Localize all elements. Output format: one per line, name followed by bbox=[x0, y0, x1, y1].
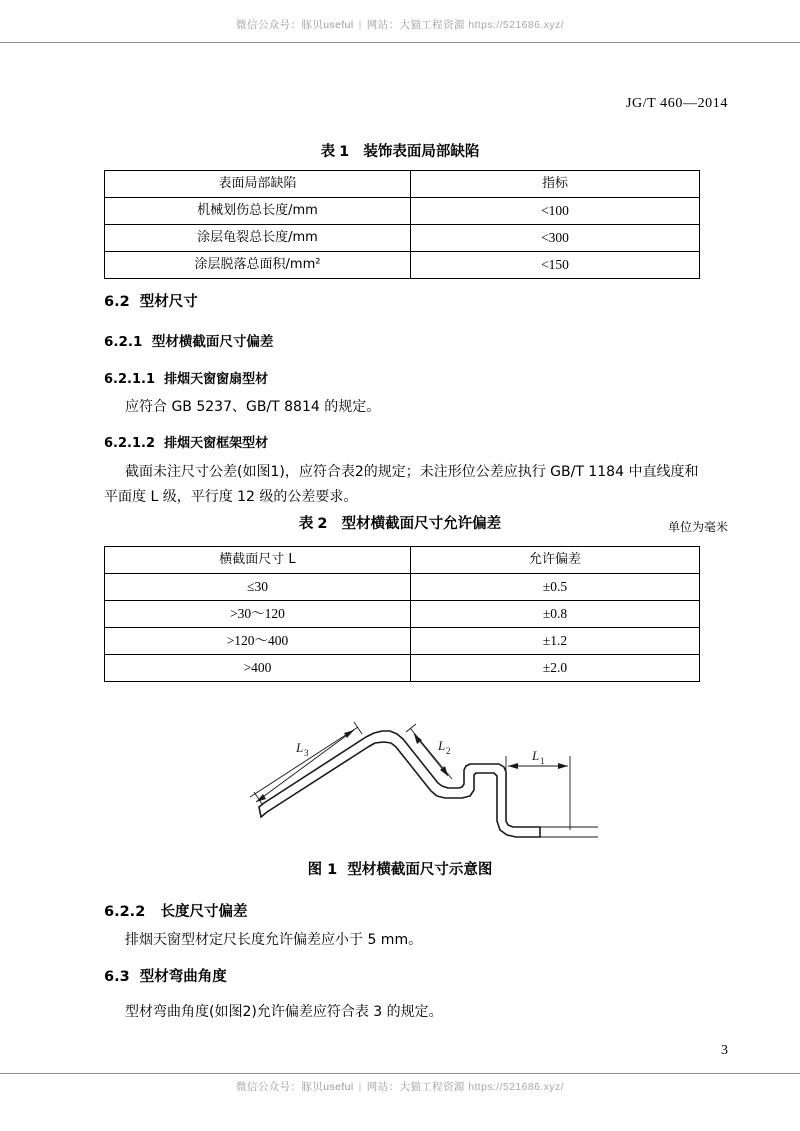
table2-unit-note: 单位为毫米 bbox=[667, 520, 728, 534]
section-6-2-number: 6.2 bbox=[104, 294, 130, 310]
watermark-account: 豚贝useful bbox=[301, 19, 354, 31]
svg-text:2: 2 bbox=[446, 746, 451, 756]
section-6-2-1-1-title: 排烟天窗窗扇型材 bbox=[164, 372, 269, 387]
figure1-caption-number: 1 bbox=[327, 862, 338, 878]
table2-r1-c0: >30～120 bbox=[105, 601, 411, 628]
section-heading-6-2 bbox=[104, 290, 198, 311]
section-6-2-1-title: 型材横截面尺寸偏差 bbox=[151, 334, 274, 350]
figure-profile-cross-section bbox=[104, 690, 697, 850]
section-6-2-1-number: 6.2.1 bbox=[104, 334, 143, 350]
watermark-separator: | bbox=[358, 19, 362, 31]
svg-text:1: 1 bbox=[540, 756, 545, 766]
table2-r1-c1: ±0.8 bbox=[411, 601, 700, 628]
section-6-2-2-title: 长度尺寸偏差 bbox=[160, 904, 248, 920]
figure1-caption bbox=[0, 858, 800, 879]
watermark-url: https://521686.xyz/ bbox=[468, 19, 564, 31]
figure-1-drawing bbox=[104, 690, 697, 850]
table-surface-defects bbox=[104, 170, 700, 279]
header-rule bbox=[0, 42, 800, 43]
table1-caption-number: 1 bbox=[339, 144, 350, 160]
table1-caption-label: 表 bbox=[320, 144, 336, 160]
table1-r1-c0: 涂层龟裂总长度/mm bbox=[105, 225, 411, 252]
table1-r0-c0: 机械划伤总长度/mm bbox=[105, 198, 411, 225]
watermark-site-label: 网站： bbox=[366, 19, 400, 31]
watermark-site-name: 大猫工程资源 bbox=[399, 19, 465, 31]
section-6-2-title: 型材尺寸 bbox=[139, 294, 198, 310]
figure1-caption-title: 型材横截面尺寸示意图 bbox=[347, 862, 493, 878]
table1-caption bbox=[0, 140, 800, 161]
table1-header-1: 指标 bbox=[411, 171, 700, 198]
section-heading-6-2-1 bbox=[104, 330, 273, 350]
table2-caption-title: 型材横截面尺寸允许偏差 bbox=[341, 516, 502, 532]
table1-header-0: 表面局部缺陷 bbox=[105, 171, 411, 198]
table-row bbox=[105, 601, 700, 628]
table2-header-0-text: 横截面尺寸 L bbox=[219, 552, 296, 567]
figure1-caption-label: 图 bbox=[307, 862, 323, 878]
table-row bbox=[105, 252, 700, 279]
section-6-2-2-number: 6.2.2 bbox=[104, 904, 146, 920]
table2-r2-c1: ±1.2 bbox=[411, 628, 700, 655]
paragraph-6-2-2: 排烟天窗型材定尺长度允许偏差应小于 5 mm。 bbox=[125, 932, 423, 948]
footer-rule bbox=[0, 1073, 800, 1074]
watermark-prefix: 微信公众号： bbox=[236, 19, 302, 31]
table2-header-1: 允许偏差 bbox=[411, 547, 700, 574]
page-number: 3 bbox=[721, 1043, 728, 1058]
table-row bbox=[105, 628, 700, 655]
svg-text:3: 3 bbox=[304, 748, 309, 758]
watermark-bottom-separator: | bbox=[358, 1081, 362, 1093]
section-6-2-1-2-number: 6.2.1.2 bbox=[104, 436, 155, 451]
section-6-2-1-2-title: 排烟天窗框架型材 bbox=[164, 436, 269, 451]
table-row bbox=[105, 225, 700, 252]
table2-caption-number: 2 bbox=[317, 516, 328, 532]
table1-r1-c1: <300 bbox=[411, 225, 700, 252]
table2-r0-c1: ±0.5 bbox=[411, 574, 700, 601]
section-6-3-number: 6.3 bbox=[104, 969, 130, 985]
section-6-2-1-1-number: 6.2.1.1 bbox=[104, 372, 155, 387]
section-heading-6-2-2 bbox=[104, 900, 247, 921]
standard-number: JG/T 460—2014 bbox=[625, 96, 728, 111]
dimension-label-L2: L bbox=[438, 738, 446, 753]
section-heading-6-2-1-2 bbox=[104, 432, 268, 451]
section-heading-6-2-1-1 bbox=[104, 368, 268, 387]
watermark-bottom-site-name: 大猫工程资源 bbox=[399, 1081, 465, 1093]
watermark-bottom-url: https://521686.xyz/ bbox=[468, 1081, 564, 1093]
table1-r2-c0: 涂层脱落总面积/mm² bbox=[105, 252, 411, 279]
table-header-row bbox=[105, 171, 700, 198]
table2-r3-c0: >400 bbox=[105, 655, 411, 682]
table2-r2-c0: >120～400 bbox=[105, 628, 411, 655]
table-row bbox=[105, 655, 700, 682]
watermark-bottom bbox=[0, 1079, 800, 1094]
table-row bbox=[105, 574, 700, 601]
section-heading-6-3 bbox=[104, 965, 227, 986]
watermark-bottom-site-label: 网站： bbox=[366, 1081, 400, 1093]
table-header-row bbox=[105, 547, 700, 574]
table2-caption-label: 表 bbox=[298, 516, 314, 532]
watermark-bottom-account: 豚贝useful bbox=[301, 1081, 354, 1093]
table2-r3-c1: ±2.0 bbox=[411, 655, 700, 682]
dimension-label-L3: L bbox=[296, 740, 304, 755]
table-row bbox=[105, 198, 700, 225]
table2-header-0 bbox=[105, 547, 411, 574]
section-6-3-title: 型材弯曲角度 bbox=[139, 969, 227, 985]
table1-r0-c1: <100 bbox=[411, 198, 700, 225]
dimension-label-L1: L bbox=[532, 748, 540, 763]
table1-caption-title: 装饰表面局部缺陷 bbox=[363, 144, 480, 160]
paragraph-6-2-1-1: 应符合 GB 5237、GB/T 8814 的规定。 bbox=[125, 399, 381, 415]
watermark-top bbox=[0, 17, 800, 32]
table-section-dimension-tolerance bbox=[104, 546, 700, 682]
paragraph-6-3: 型材弯曲角度(如图2)允许偏差应符合表 3 的规定。 bbox=[125, 1004, 443, 1020]
table1-r2-c1: <150 bbox=[411, 252, 700, 279]
table2-r0-c0: ≤30 bbox=[105, 574, 411, 601]
paragraph-6-2-1-2: 截面未注尺寸公差(如图1)，应符合表2的规定；未注形位公差应执行 GB/T 1184 中直线度和平面度 L 级，平行度 12 级的公差要求。 bbox=[104, 464, 699, 505]
watermark-bottom-prefix: 微信公众号： bbox=[236, 1081, 302, 1093]
